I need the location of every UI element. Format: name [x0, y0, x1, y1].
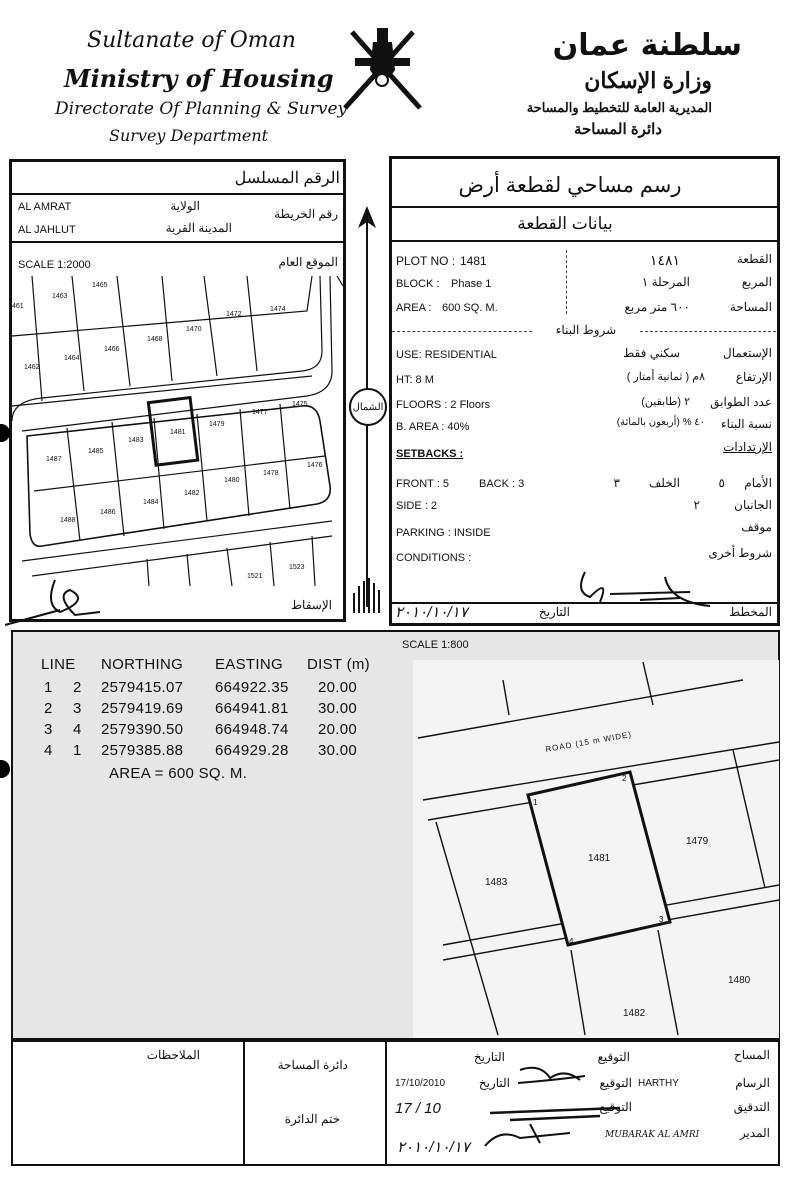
binder-hole	[0, 760, 10, 778]
plot-label: 1523	[289, 564, 305, 571]
drafter-date: 17/10/2010	[395, 1078, 446, 1089]
block-value: Phase 1	[451, 278, 492, 290]
serial-number-title: الرقم المسلسل	[234, 170, 340, 187]
header-ar-line1: سلطنة عمان	[552, 28, 742, 63]
side-ar-label: الجانبان	[734, 498, 772, 512]
corner-label: 1	[533, 798, 538, 807]
neighbor-plot-number: 1483	[485, 877, 508, 888]
use-ar-value: سكني فقط	[623, 346, 680, 360]
detail-plot-number: 1481	[588, 853, 611, 864]
plot-label: 1521	[247, 573, 263, 580]
plot-ar-value: ١٤٨١	[649, 252, 680, 268]
plot-label: 1483	[128, 437, 144, 444]
parking-ar-label: موقف	[741, 520, 772, 534]
map-number-label: رقم الخريطة	[274, 207, 338, 221]
block-ar-label: المربع	[741, 275, 772, 289]
manager-name: MUBARAK AL AMRI	[605, 1130, 700, 1140]
front-setback-label: FRONT : 5	[396, 478, 449, 490]
height-ar-value: ٨م ( ثمانية أمتار )	[626, 371, 705, 383]
coord-dist: 30.00	[318, 742, 358, 759]
plot-label: 1472	[226, 311, 242, 318]
corner-label: 4	[569, 937, 574, 946]
coord-northing: 2579385.88	[101, 742, 184, 759]
plot-no-value: 1481	[460, 254, 487, 268]
detail-scale: SCALE 1:800	[402, 639, 469, 651]
wilayat-label: الولاية	[170, 199, 200, 213]
col-header-easting: EASTING	[215, 656, 283, 673]
coord-easting: 664922.35	[215, 679, 289, 696]
plot-label: 1466	[104, 346, 120, 353]
plot-label: 1479	[209, 421, 225, 428]
plot-label: 1468	[147, 336, 163, 343]
plot-label: 1474	[270, 306, 286, 313]
plot-data-subtitle: بيانات القطعة	[517, 214, 613, 233]
building-area-ar-label: نسبة البناء	[721, 417, 772, 431]
conditions-label: CONDITIONS :	[396, 552, 472, 564]
corner-label: 2	[622, 774, 627, 783]
building-area-ar-value: ٤٠ % (أربعون بالمائة)	[616, 417, 705, 428]
planner-date-handwritten: ٢٠١٠/١٠/١٧	[395, 604, 468, 621]
height-ar-label: الإرتفاع	[735, 370, 772, 384]
projection-label: الإسقاط	[290, 598, 332, 612]
plot-label: 1477	[252, 409, 268, 416]
plot-label: 1486	[100, 509, 116, 516]
coord-northing: 2579415.07	[101, 679, 184, 696]
floors-label: FLOORS : 2 Floors	[396, 399, 491, 411]
checker-date-handwritten: 17 / 10	[395, 1100, 441, 1117]
back-ar-value: ٣	[613, 476, 620, 490]
coord-dist: 30.00	[318, 700, 358, 717]
area-ar-label: المساحة	[729, 300, 772, 314]
plot-label: 1487	[46, 456, 62, 463]
location-map	[12, 276, 343, 596]
coord-northing: 2579390.50	[101, 721, 184, 738]
header-ar-line3: المديرية العامة للتخطيط والمساحة	[526, 100, 712, 115]
north-arrow-icon	[358, 206, 376, 228]
plot-label: 1464	[64, 355, 80, 362]
plot-label: 461	[12, 303, 24, 310]
coord-to: 4	[73, 721, 82, 738]
drafter-label: الرسام	[735, 1076, 770, 1090]
checker-signature-label: التوقيع	[599, 1100, 632, 1114]
front-ar-value: ٥	[718, 476, 725, 490]
total-area: AREA = 600 SQ. M.	[109, 765, 248, 782]
drafter-signature-label: التوقيع	[599, 1076, 632, 1090]
use-label: USE: RESIDENTIAL	[396, 349, 497, 361]
parking-label: PARKING : INSIDE	[396, 527, 491, 539]
checker-label: التدقيق	[733, 1100, 770, 1114]
back-setback-label: BACK : 3	[479, 478, 525, 490]
coord-dist: 20.00	[318, 679, 358, 696]
coord-dist: 20.00	[318, 721, 358, 738]
footer-signature-header: التوقيع	[597, 1050, 630, 1064]
survey-dept-label: دائرة المساحة	[277, 1058, 348, 1072]
plot-label: 1475	[292, 401, 308, 408]
plot-label: 1482	[184, 490, 200, 497]
plot-label: 1462	[24, 364, 40, 371]
plot-ar-label: القطعة	[736, 252, 772, 266]
building-area-label: B. AREA : 40%	[396, 421, 470, 433]
neighbor-plot-number: 1482	[623, 1008, 646, 1019]
coord-to: 2	[73, 679, 82, 696]
col-header-line: LINE	[41, 656, 76, 673]
conditions-ar-label: شروط أخرى	[708, 546, 772, 560]
plot-no-label: PLOT NO :	[396, 254, 456, 268]
plot-label: 1480	[224, 477, 240, 484]
village-value: AL JAHLUT	[18, 224, 76, 236]
back-ar-label: الخلف	[648, 476, 680, 490]
header-en-line2: Ministry of Housing	[64, 64, 334, 93]
neighbor-plot-number: 1480	[728, 975, 751, 986]
plot-label: 1463	[52, 293, 68, 300]
block-ar-value: المرحلة ١	[641, 275, 690, 289]
plot-label: 1476	[307, 462, 323, 469]
planner-signature	[570, 562, 720, 617]
coord-northing: 2579419.69	[101, 700, 184, 717]
front-ar-label: الأمام	[744, 476, 772, 490]
coord-from: 2	[44, 700, 53, 717]
area-value: 600 SQ. M.	[442, 302, 498, 314]
coord-easting: 664929.28	[215, 742, 289, 759]
north-badge: الشمال	[349, 388, 387, 426]
notes-label: الملاحظات	[146, 1048, 200, 1062]
general-location-label: الموقع العام	[278, 255, 338, 269]
plot-detail-drawing	[413, 660, 779, 1040]
plot-label: 1470	[186, 326, 202, 333]
header-ar-line2: وزارة الإسكان	[584, 68, 712, 93]
plot-label: 1485	[88, 448, 104, 455]
header-en-line1: Sultanate of Oman	[87, 28, 296, 53]
plot-label: 1488	[60, 517, 76, 524]
setbacks-label: SETBACKS :	[396, 448, 464, 460]
neighbor-plot-number: 1479	[686, 836, 709, 847]
oman-emblem-icon	[335, 20, 430, 115]
map-scale: SCALE 1:2000	[18, 259, 91, 271]
area-ar-value: ٦٠٠ متر مربع	[624, 300, 690, 314]
height-label: HT: 8 M	[396, 374, 434, 386]
coord-easting: 664941.81	[215, 700, 289, 717]
side-setback-label: SIDE : 2	[396, 500, 437, 512]
planner-label: المخطط	[729, 605, 772, 619]
wilayat-value: AL AMRAT	[18, 201, 72, 213]
floors-ar-label: عدد الطوابق	[710, 395, 772, 409]
use-ar-label: الإستعمال	[723, 346, 772, 360]
footer-date-header: التاريخ	[473, 1050, 505, 1064]
plot-label: 1465	[92, 282, 108, 289]
coord-easting: 664948.74	[215, 721, 289, 738]
plot-label: 1478	[263, 470, 279, 477]
header-en-line4: Survey Department	[109, 126, 269, 145]
corner-label: 3	[659, 915, 664, 924]
area-label: AREA :	[396, 302, 432, 314]
col-header-northing: NORTHING	[101, 656, 184, 673]
north-arrow-base-icon	[352, 578, 384, 613]
floors-ar-value: ٢ (طابقين)	[641, 396, 690, 408]
setbacks-ar-label: الإرتدادات	[723, 440, 772, 454]
road-label: ROAD (15 m WIDE)	[544, 729, 633, 754]
right-panel-title: رسم مساحي لقطعة أرض	[458, 174, 682, 197]
coord-to: 3	[73, 700, 82, 717]
drafter-name: HARTHY	[638, 1078, 679, 1089]
col-header-dist: DIST (m)	[307, 656, 370, 673]
building-conditions-label: شروط البناء	[555, 323, 617, 337]
manager-label: المدير	[739, 1126, 770, 1140]
plot-label: 1484	[143, 499, 159, 506]
surveyor-label: المساح	[733, 1048, 770, 1062]
coord-from: 3	[44, 721, 53, 738]
planner-date-label: التاريخ	[538, 605, 570, 619]
header-ar-line4: دائرة المساحة	[573, 121, 662, 138]
side-ar-value: ٢	[693, 498, 700, 512]
signature-scribble	[0, 570, 110, 630]
coord-from: 4	[44, 742, 53, 759]
footer-signatures	[470, 1058, 630, 1150]
plot-label: 1481	[170, 429, 186, 436]
header-en-line3: Directorate Of Planning & Survey	[55, 99, 348, 119]
block-label: BLOCK :	[396, 278, 440, 290]
coord-to: 1	[73, 742, 82, 759]
village-label: المدينة القرية	[165, 221, 232, 235]
manager-date-handwritten: ٢٠١٠/١٠/١٧	[397, 1139, 470, 1156]
coord-from: 1	[44, 679, 53, 696]
dept-stamp-label: ختم الدائرة	[284, 1112, 340, 1126]
drafter-date-label: التاريخ	[478, 1076, 510, 1090]
